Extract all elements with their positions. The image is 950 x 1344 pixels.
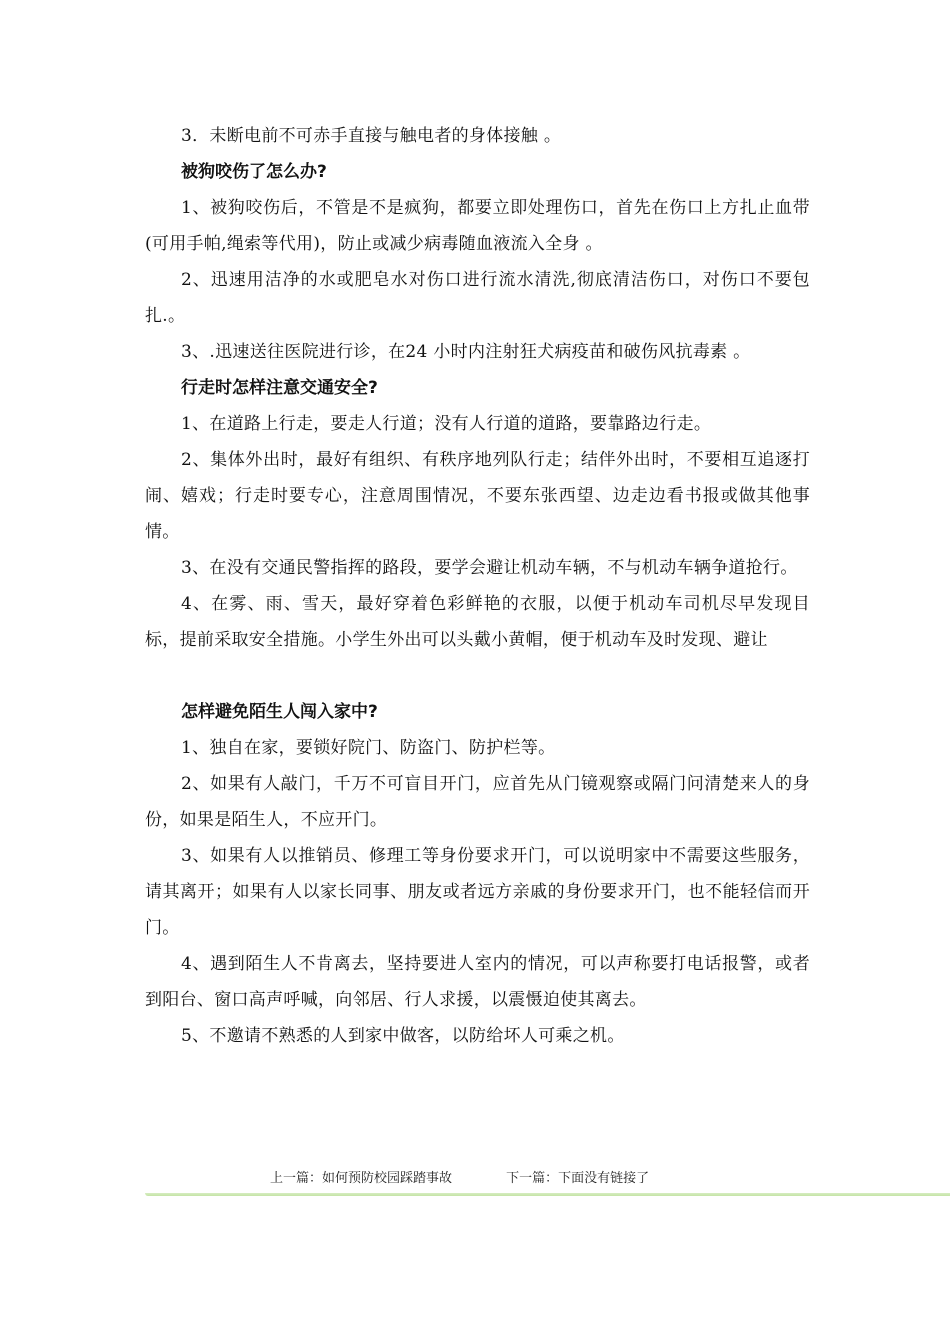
paragraph-traffic-1: 1、在道路上行走，要走人行道；没有人行道的道路，要靠路边行走。 [181, 414, 712, 434]
paragraph-traffic-2: 2、集体外出时，最好有组织、有秩序地列队行走；结伴外出时，不要相互追逐打闹、嬉戏；行走时要专心，注意周围情况，不要东张西望、边走边看书报或做其他事情。 [145, 450, 810, 542]
paragraph-dog-2: 2、迅速用洁净的水或肥皂水对伤口进行流水清洗,彻底清洁伤口，对伤口不要包扎.。 [145, 270, 810, 326]
paragraph-traffic-4: 4、在雾、雨、雪天，最好穿着色彩鲜艳的衣服，以便于机动车司机尽早发现目标，提前采取安全措施。小学生外出可以头戴小黄帽，便于机动车及时发现、避让 [145, 594, 810, 650]
article-navigation [270, 1170, 649, 1188]
paragraph-stranger-4: 4、遇到陌生人不肯离去，坚持要进人室内的情况，可以声称要打电话报警，或者到阳台、窗口高声呼喊，向邻居、行人求援，以震慑迫使其离去。 [145, 954, 810, 1010]
paragraph-dog-1: 1、被狗咬伤后，不管是不是疯狗，都要立即处理伤口，首先在伤口上方扎止血带(可用手帕,绳索等代用)，防止或减少病毒随血液流入全身 。 [145, 198, 810, 254]
paragraph-dog-3: 3、.迅速送往医院进行诊，在24 小时内注射狂犬病疫苗和破伤风抗毒素 。 [181, 342, 751, 362]
next-article-link[interactable]: 下一篇：下面没有链接了 [506, 1171, 650, 1186]
prev-article-link[interactable]: 上一篇：如何预防校园踩踏事故 [270, 1171, 453, 1186]
paragraph-electric-3: 3．未断电前不可赤手直接与触电者的身体接触 。 [181, 126, 562, 146]
paragraph-traffic-3: 3、在没有交通民警指挥的路段，要学会避让机动车辆，不与机动车辆争道抢行。 [181, 558, 798, 578]
heading-traffic-safety: 行走时怎样注意交通安全? [181, 378, 378, 398]
paragraph-stranger-2: 2、如果有人敲门，千万不可盲目开门，应首先从门镜观察或隔门问清楚来人的身份，如果是陌生人，不应开门。 [145, 774, 810, 830]
footer-divider [145, 1193, 950, 1196]
paragraph-stranger-5: 5、不邀请不熟悉的人到家中做客，以防给坏人可乘之机。 [181, 1026, 625, 1046]
article-body [145, 118, 810, 1054]
paragraph-stranger-3: 3、如果有人以推销员、修理工等身份要求开门，可以说明家中不需要这些服务，请其离开；如果有人以家长同事、朋友或者远方亲戚的身份要求开门，也不能轻信而开门。 [145, 846, 810, 938]
heading-stranger: 怎样避免陌生人闯入家中? [181, 702, 378, 722]
paragraph-gap [145, 658, 810, 694]
heading-dog-bite: 被狗咬伤了怎么办? [181, 162, 327, 182]
paragraph-stranger-1: 1、独自在家，要锁好院门、防盗门、防护栏等。 [181, 738, 556, 758]
